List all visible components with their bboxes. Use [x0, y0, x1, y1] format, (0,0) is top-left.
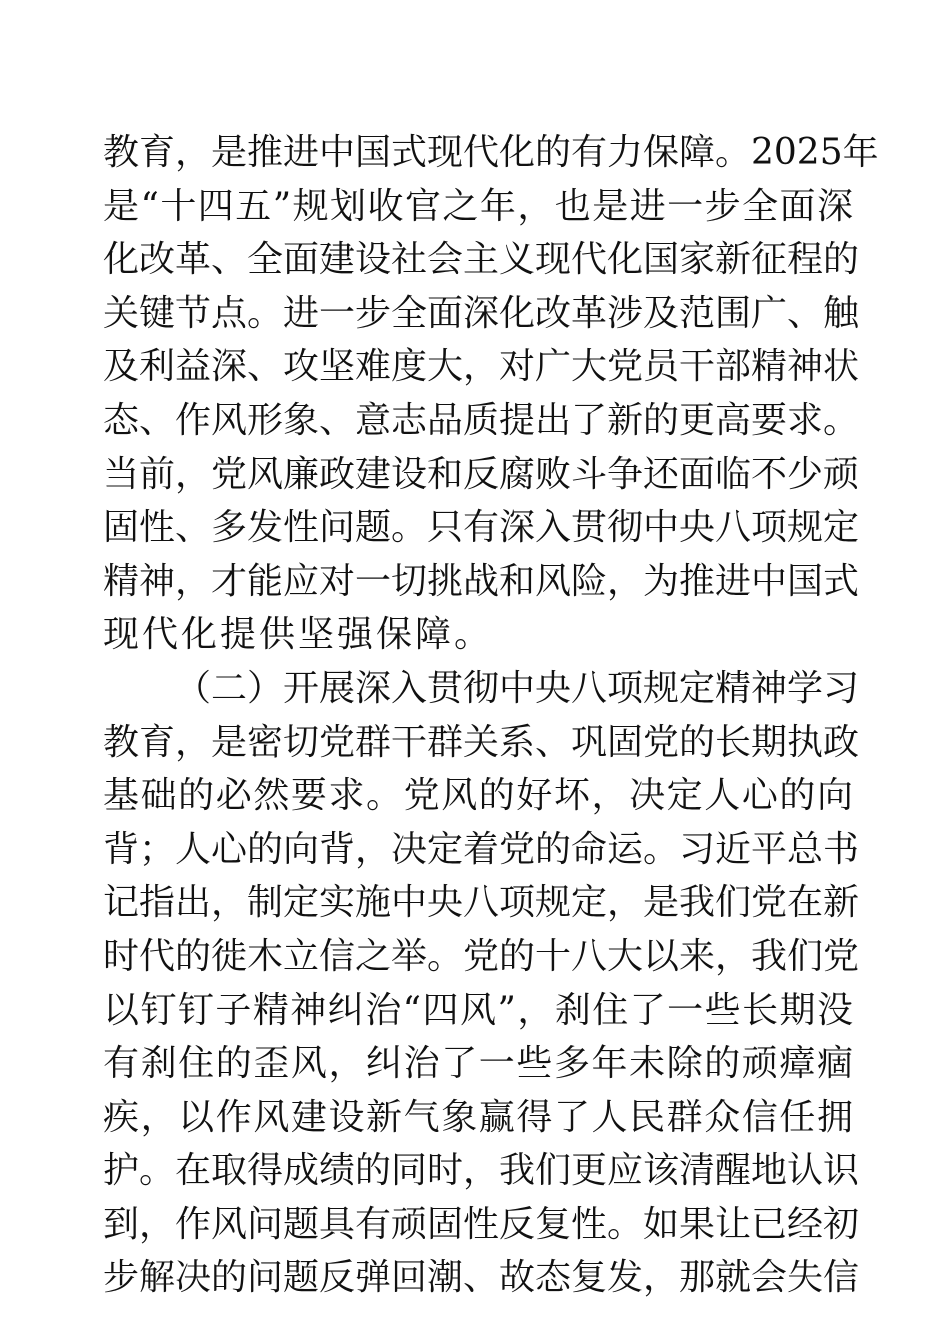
text-line: 固性、多发性问题。只有深入贯彻中央八项规定: [103, 507, 860, 549]
text-line: 护。在取得成绩的同时，我们更应该清醒地认识: [103, 1150, 860, 1192]
text-line: 记指出，制定实施中央八项规定，是我们党在新: [103, 882, 860, 924]
text-line: 教育，是推进中国式现代化的有力保障。2025年: [103, 132, 879, 173]
text-line: 步解决的问题反弹回潮、故态复发，那就会失信: [103, 1257, 860, 1299]
section-heading-line: （二）开展深入贯彻中央八项规定精神学习: [175, 667, 860, 709]
paragraph-end-line: 现代化提供坚强保障。: [103, 614, 494, 656]
text-line: 疾，以作风建设新气象赢得了人民群众信任拥: [103, 1096, 853, 1138]
text-line: 背；人心的向背，决定着党的命运。习近平总书: [103, 828, 860, 870]
text-line: 到，作风问题具有顽固性反复性。如果让已经初: [103, 1203, 860, 1245]
text-line: 及利益深、攻坚难度大，对广大党员干部精神状: [103, 346, 860, 388]
text-line: 有刹住的歪风，纠治了一些多年未除的顽瘴痼: [103, 1043, 853, 1085]
body-text: [103, 126, 879, 1305]
text-line: 关键节点。进一步全面深化改革涉及范围广、触: [103, 292, 860, 334]
text-line: 是“十四五”规划收官之年，也是进一步全面深: [103, 185, 853, 227]
text-line: 教育，是密切党群干群关系、巩固党的长期执政: [103, 721, 860, 763]
text-line: 化改革、全面建设社会主义现代化国家新征程的: [103, 239, 860, 281]
text-line: 态、作风形象、意志品质提出了新的更高要求。: [103, 399, 860, 441]
text-line: 当前，党风廉政建设和反腐败斗争还面临不少顽: [103, 453, 860, 495]
text-line: 时代的徙木立信之举。党的十八大以来，我们党: [103, 935, 860, 977]
text-line: 精神，才能应对一切挑战和风险，为推进中国式: [103, 560, 860, 602]
text-line: 基础的必然要求。党风的好坏，决定人心的向: [103, 775, 853, 817]
text-line: 以钉钉子精神纠治“四风”，刹住了一些长期没: [103, 989, 853, 1031]
